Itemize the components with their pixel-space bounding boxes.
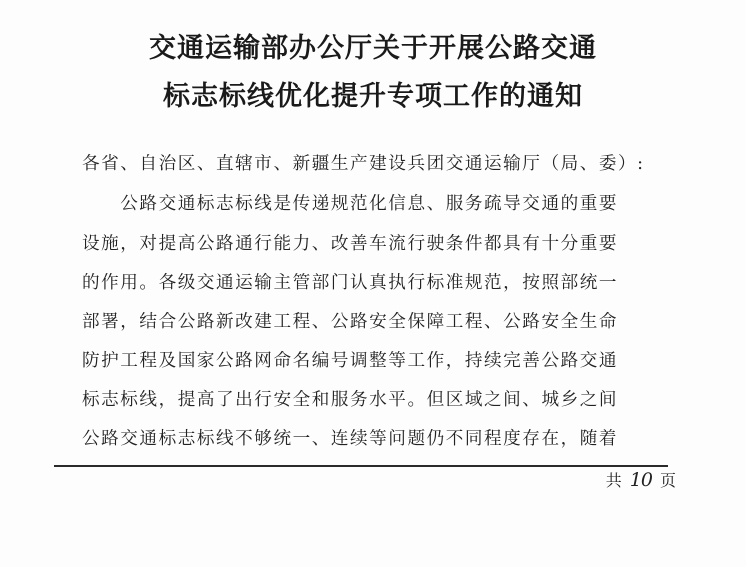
page-count-number: 10 (629, 469, 652, 491)
document-title-line-2: 标志标线优化提升专项工作的通知 (163, 81, 583, 112)
paragraph-line: 公路交通标志标线不够统一、连续等问题仍不同程度存在，随着 (82, 429, 619, 449)
paragraph-line: 公路交通标志标线是传递规范化信息、服务疏导交通的重要 (82, 194, 619, 214)
paragraph-line: 设施，对提高公路通行能力、改善车流行驶条件都具有十分重要 (82, 234, 619, 254)
footer-divider (54, 465, 668, 467)
paragraph-line: 的作用。各级交通运输主管部门认真执行标准规范，按照部统一 (82, 273, 619, 293)
paragraph-line: 防护工程及国家公路网命名编号调整等工作，持续完善公路交通 (82, 351, 619, 371)
page-count-suffix: 页 (659, 471, 676, 490)
document-title-line-1: 交通运输部办公厅关于开展公路交通 (149, 33, 597, 64)
paragraph-line: 标志标线，提高了出行安全和服务水平。但区域之间、城乡之间 (82, 390, 619, 410)
paragraph-line: 部署，结合公路新改建工程、公路安全保障工程、公路安全生命 (82, 312, 619, 332)
page-count-prefix: 共 (605, 471, 622, 490)
page-count (606, 468, 676, 491)
salutation: 各省、自治区、直辖市、新疆生产建设兵团交通运输厅（局、委）: (82, 154, 645, 174)
